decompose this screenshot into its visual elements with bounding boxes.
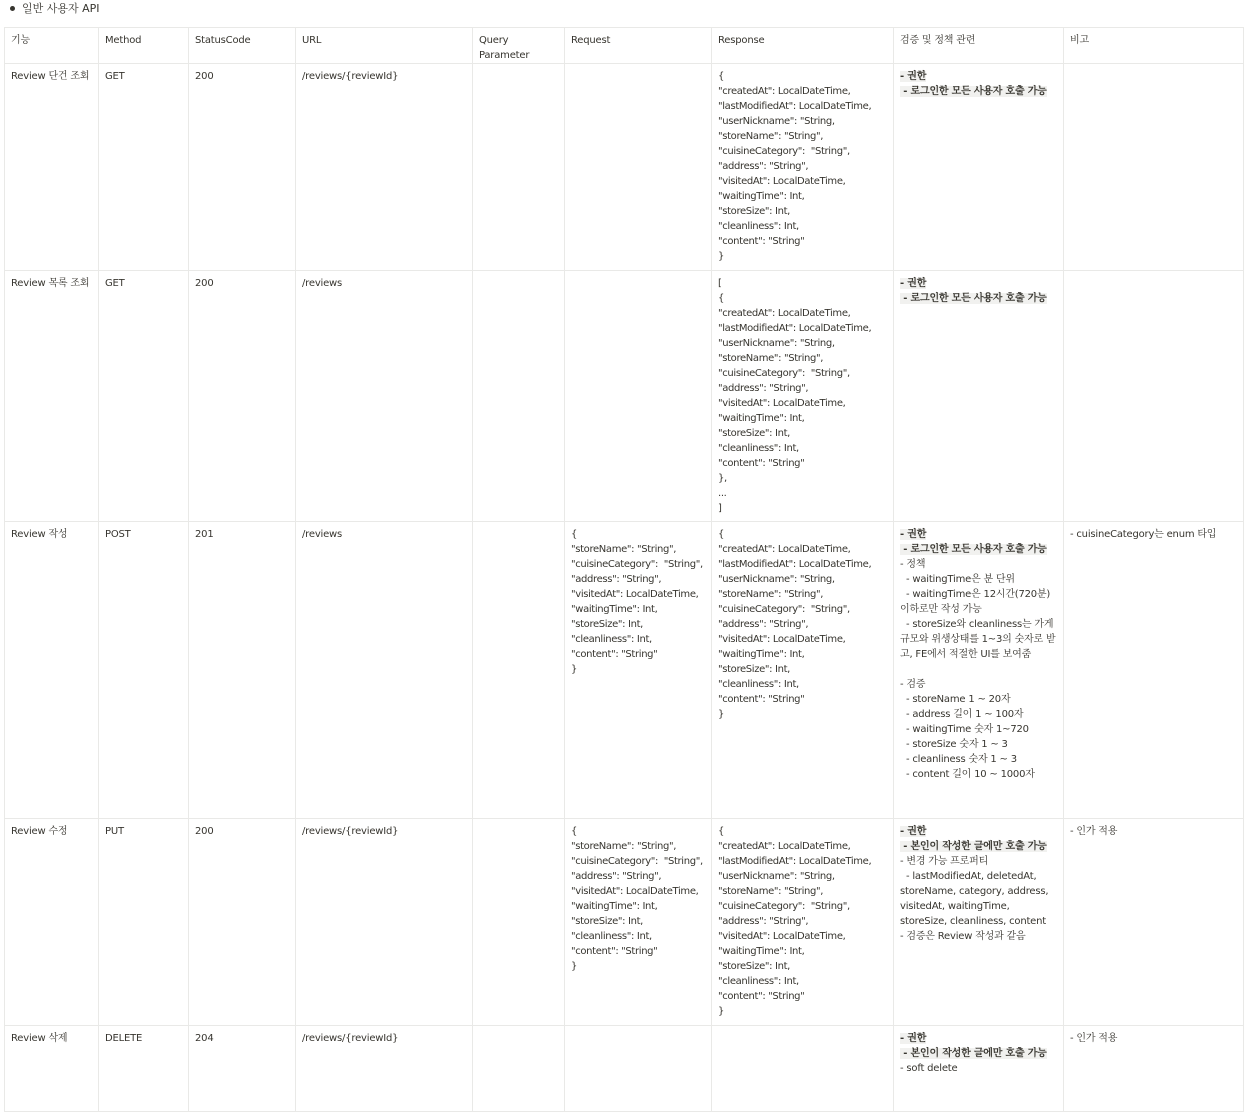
policy-auth-detail: - 본인이 작성한 글에만 호출 가능 [900, 1048, 1047, 1059]
policy-auth-title: - 권한 [900, 278, 927, 289]
url-cell[interactable]: /reviews/{reviewId} [296, 1026, 473, 1112]
header-request: Request [565, 28, 712, 64]
policy-auth-detail: - 로그인한 모든 사용자 호출 가능 [900, 544, 1047, 555]
method-cell[interactable]: GET [99, 271, 189, 522]
bullet-icon [10, 6, 15, 11]
request-cell[interactable]: { "storeName": "String", "cuisineCategory": "String", "address": "String", "visitedAt": LocalDateTime, "waitingTime": Int, "storeSize": Int, "cleanliness": Int, "content": "String" } [565, 819, 712, 1026]
method-cell[interactable]: GET [99, 64, 189, 271]
method-cell[interactable]: PUT [99, 819, 189, 1026]
header-feature: 기능 [5, 28, 99, 64]
status-cell[interactable]: 200 [189, 64, 296, 271]
note-cell[interactable] [1064, 271, 1244, 522]
query-cell[interactable] [473, 64, 565, 271]
policy-cell[interactable] [894, 271, 1064, 522]
table-row [5, 819, 1244, 1026]
header-method: Method [99, 28, 189, 64]
response-cell[interactable]: { "createdAt": LocalDateTime, "lastModifiedAt": LocalDateTime, "userNickname": "String, "storeName": "String", "cuisineCategory": "String", "address": "String", "visitedAt": LocalDateTime, "waitingTime": Int, "storeSize": Int, "cleanliness": Int, "content": "String" } [712, 64, 894, 271]
policy-extra: - soft delete [900, 1063, 958, 1074]
header-status-code: StatusCode [189, 28, 296, 64]
policy-auth-detail: - 로그인한 모든 사용자 호출 가능 [900, 86, 1047, 97]
query-cell[interactable] [473, 819, 565, 1026]
policy-cell[interactable] [894, 1026, 1064, 1112]
method-cell[interactable]: POST [99, 522, 189, 819]
policy-auth-title: - 권한 [900, 826, 927, 837]
feature-cell[interactable]: Review 수정 [5, 819, 99, 1026]
note-cell[interactable] [1064, 64, 1244, 271]
policy-cell[interactable] [894, 64, 1064, 271]
header-url: URL [296, 28, 473, 64]
feature-cell[interactable]: Review 작성 [5, 522, 99, 819]
feature-cell[interactable]: Review 단건 조회 [5, 64, 99, 271]
header-policy: 검증 및 정책 관련 [894, 28, 1064, 64]
api-spec-table [4, 27, 1244, 1112]
policy-auth-detail: - 로그인한 모든 사용자 호출 가능 [900, 293, 1047, 304]
policy-extra: - 변경 가능 프로퍼티 - lastModifiedAt, deletedAt, storeName, category, address, visitedAt, waitingTime, storeSize, cleanliness, content - 검증은 Review 작성과 같음 [900, 856, 1049, 942]
url-cell[interactable]: /reviews [296, 522, 473, 819]
policy-extra: - 정책 - waitingTime은 분 단위 - waitingTime은 12시간(720분) 이하로만 작성 가능 - storeSize와 cleanliness는 가게 규모와 위생상태를 1~3의 숫자로 받고, FE에서 적절한 UI를 보여줌 - 검증 - storeName 1 ~ 20자 - address 길이 1 ~ 100자 - waitingTime 숫자 1~720 - storeSize 숫자 1 ~ 3 - cleanliness 숫자 1 ~ 3 - content 길이 10 ~ 1000자 [900, 559, 1056, 780]
query-cell[interactable] [473, 271, 565, 522]
policy-cell[interactable] [894, 819, 1064, 1026]
feature-cell[interactable]: Review 삭제 [5, 1026, 99, 1112]
request-cell[interactable] [565, 1026, 712, 1112]
response-cell[interactable]: { "createdAt": LocalDateTime, "lastModifiedAt": LocalDateTime, "userNickname": "String, "storeName": "String", "cuisineCategory": "String", "address": "String", "visitedAt": LocalDateTime, "waitingTime": Int, "storeSize": Int, "cleanliness": Int, "content": "String" } [712, 522, 894, 819]
table-row [5, 64, 1244, 271]
header-note: 비고 [1064, 28, 1244, 64]
query-cell[interactable] [473, 522, 565, 819]
response-cell[interactable]: [ { "createdAt": LocalDateTime, "lastModifiedAt": LocalDateTime, "userNickname": "String, "storeName": "String", "cuisineCategory": "String", "address": "String", "visitedAt": LocalDateTime, "waitingTime": Int, "storeSize": Int, "cleanliness": Int, "content": "String" }, ... ] [712, 271, 894, 522]
request-cell[interactable] [565, 64, 712, 271]
policy-auth-title: - 권한 [900, 1033, 927, 1044]
status-cell[interactable]: 201 [189, 522, 296, 819]
feature-cell[interactable]: Review 목록 조회 [5, 271, 99, 522]
response-cell[interactable]: { "createdAt": LocalDateTime, "lastModifiedAt": LocalDateTime, "userNickname": "String, "storeName": "String", "cuisineCategory": "String", "address": "String", "visitedAt": LocalDateTime, "waitingTime": Int, "storeSize": Int, "cleanliness": Int, "content": "String" } [712, 819, 894, 1026]
section-heading [10, 1, 100, 17]
status-cell[interactable]: 200 [189, 819, 296, 1026]
table-row [5, 1026, 1244, 1112]
note-cell[interactable]: - cuisineCategory는 enum 타입 [1064, 522, 1244, 819]
request-cell[interactable] [565, 271, 712, 522]
policy-auth-title: - 권한 [900, 71, 927, 82]
policy-auth-title: - 권한 [900, 529, 927, 540]
note-cell[interactable]: - 인가 적용 [1064, 1026, 1244, 1112]
policy-cell[interactable] [894, 522, 1064, 819]
method-cell[interactable]: DELETE [99, 1026, 189, 1112]
section-title: 일반 사용자 API [22, 2, 100, 15]
policy-auth-detail: - 본인이 작성한 글에만 호출 가능 [900, 841, 1047, 852]
response-cell[interactable] [712, 1026, 894, 1112]
table-row [5, 271, 1244, 522]
query-cell[interactable] [473, 1026, 565, 1112]
header-response: Response [712, 28, 894, 64]
request-cell[interactable]: { "storeName": "String", "cuisineCategory": "String", "address": "String", "visitedAt": LocalDateTime, "waitingTime": Int, "storeSize": Int, "cleanliness": Int, "content": "String" } [565, 522, 712, 819]
url-cell[interactable]: /reviews/{reviewId} [296, 64, 473, 271]
url-cell[interactable]: /reviews/{reviewId} [296, 819, 473, 1026]
status-cell[interactable]: 204 [189, 1026, 296, 1112]
url-cell[interactable]: /reviews [296, 271, 473, 522]
table-header-row [5, 28, 1244, 64]
note-cell[interactable]: - 인가 적용 [1064, 819, 1244, 1026]
header-query-parameter: Query Parameter [473, 28, 565, 64]
status-cell[interactable]: 200 [189, 271, 296, 522]
table-row [5, 522, 1244, 819]
